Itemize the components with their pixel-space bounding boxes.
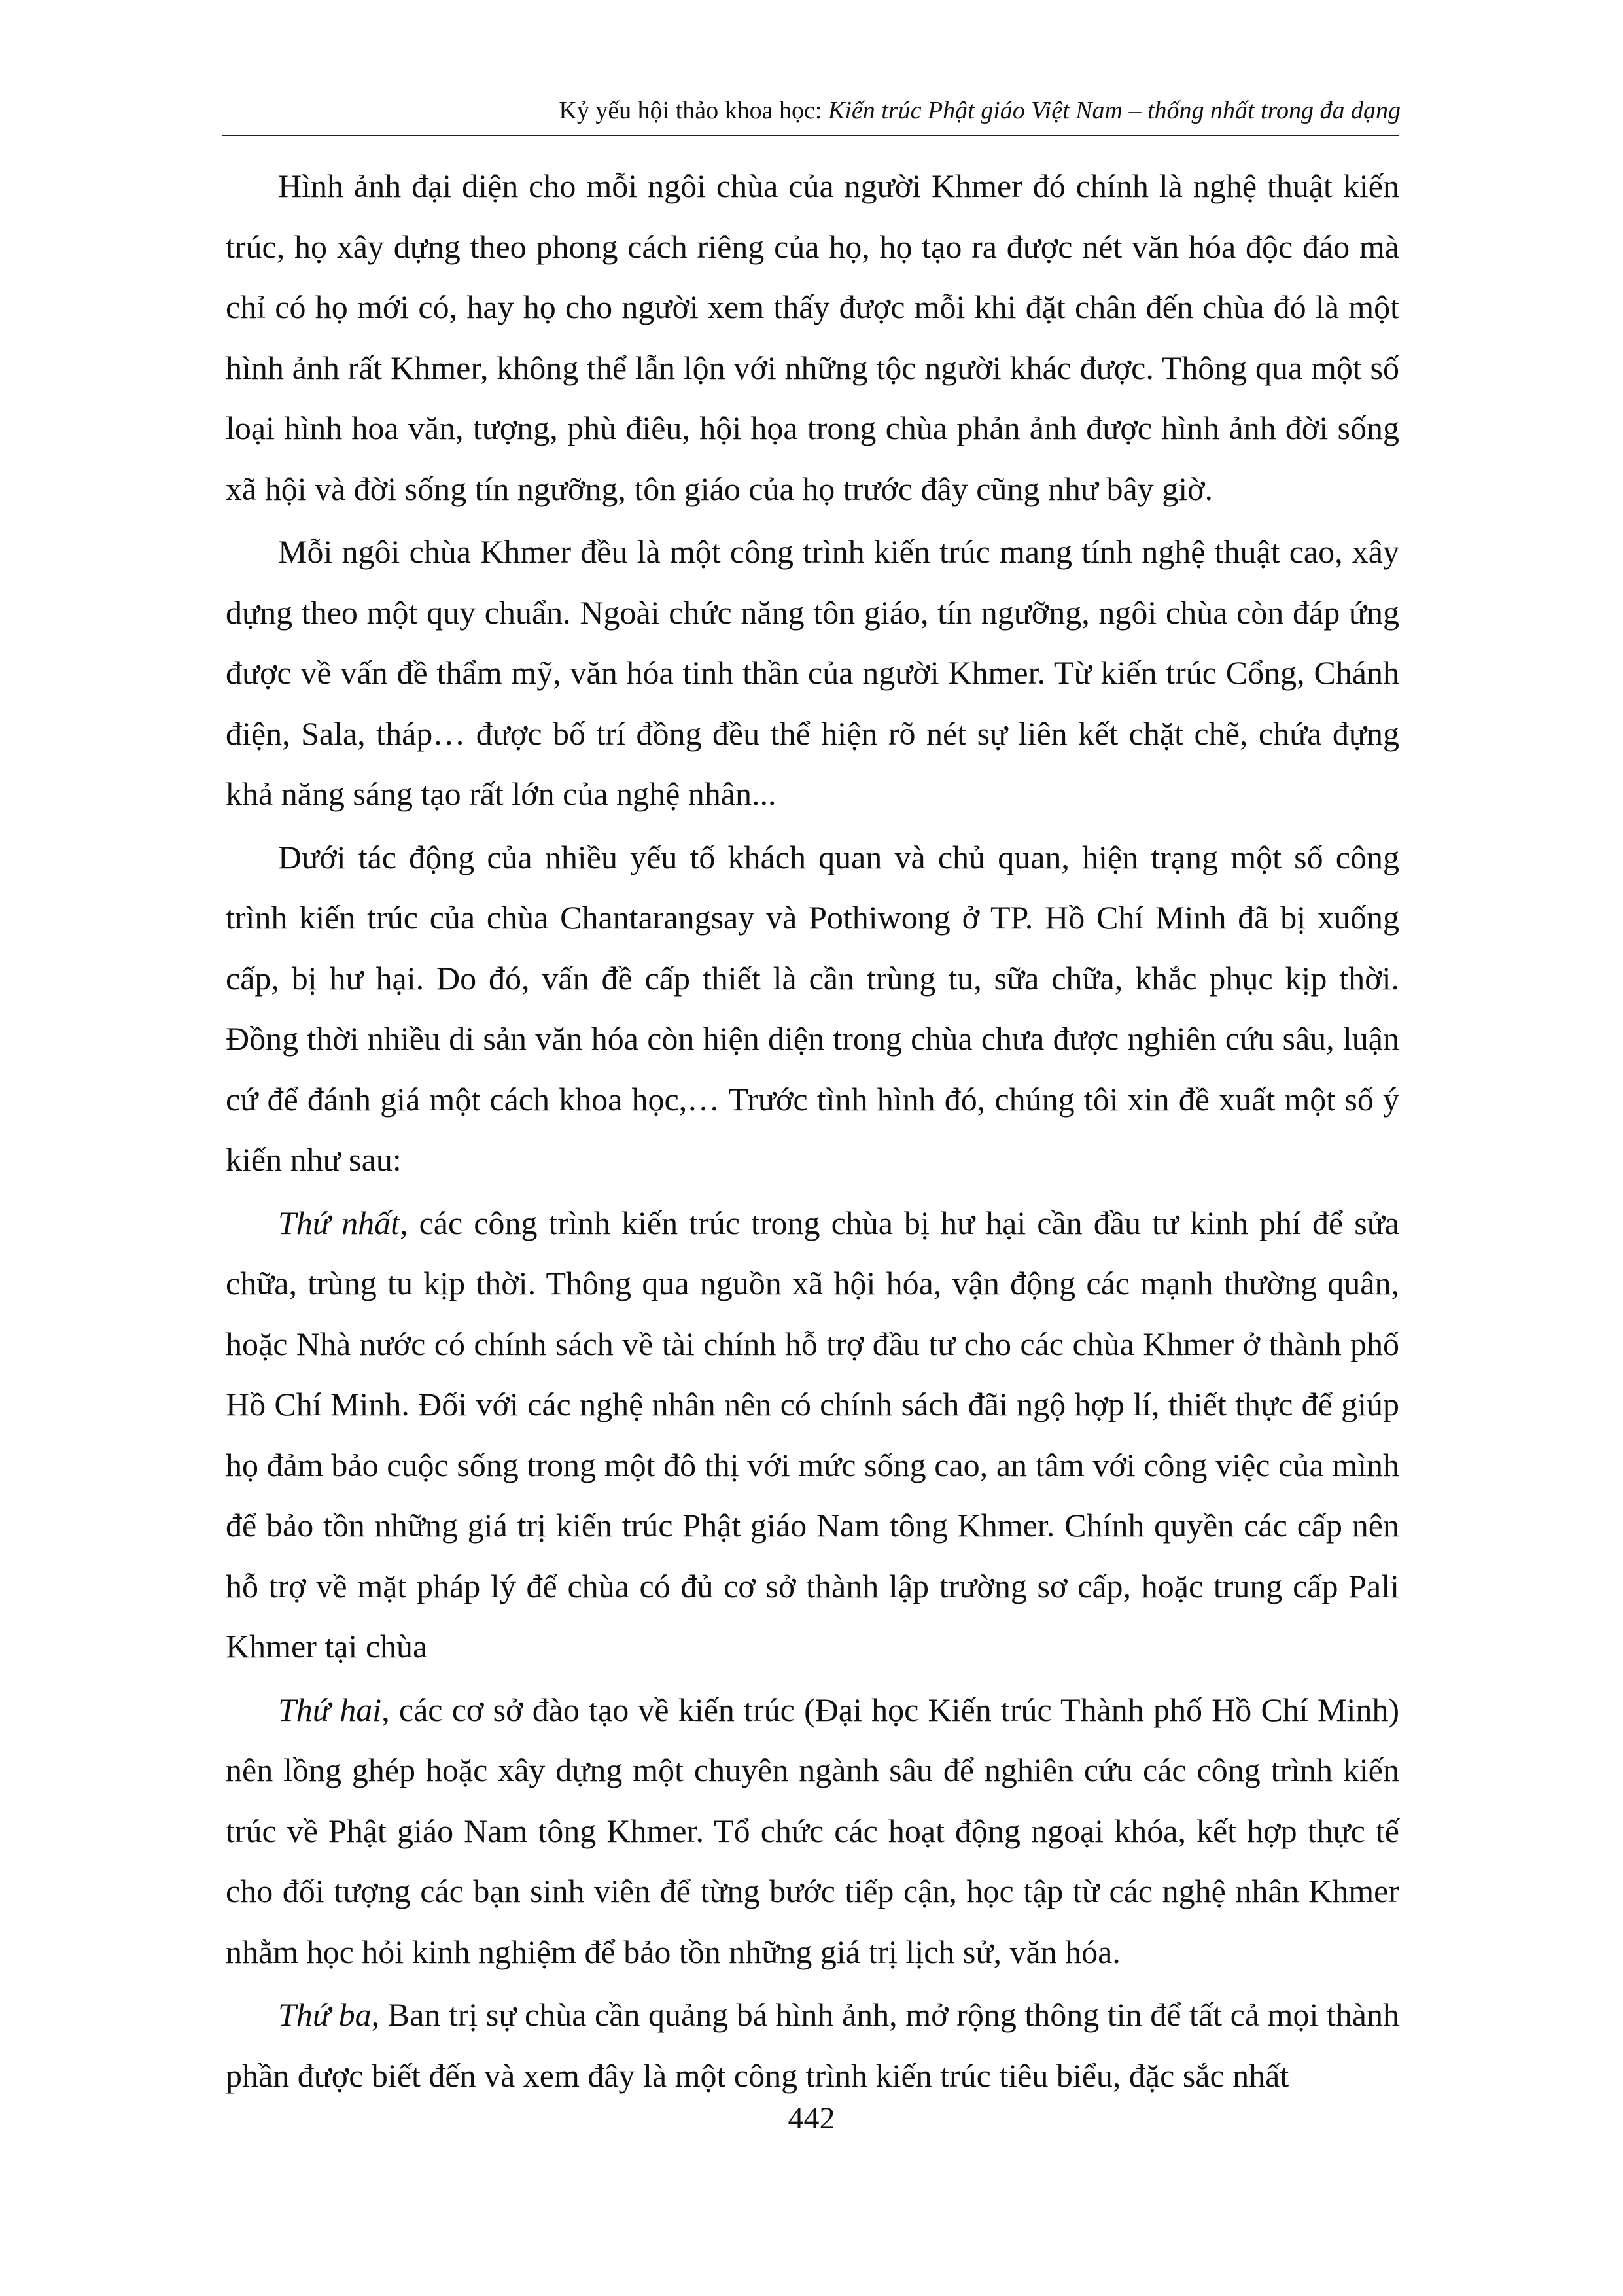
paragraph-2-text: Mỗi ngôi chùa Khmer đều là một công trình kiến trúc mang tính nghệ thuật cao, xây dựng theo một quy chuẩn. Ngoài chức năng tôn giáo, tín ngưỡng, ngôi chùa còn đáp ứng được về vấn đề thẩm mỹ, văn hóa tinh thần của người Khmer. Từ kiến trúc Cổng, Chánh điện, Sala, tháp… được bố trí đồng đều thể hiện rõ nét sự liên kết chặt chẽ, chứa đựng khả năng sáng tạo rất lớn của nghệ nhân... — [226, 533, 1399, 812]
header-prefix: Kỷ yếu hội thảo khoa học: — [559, 97, 828, 124]
paragraph-5-text: , các cơ sở đào tạo về kiến trúc (Đại học Kiến trúc Thành phố Hồ Chí Minh) nên lồng ghép hoặc xây dựng một chuyên ngành sâu để nghiên cứu các công trình kiến trúc về Phật giáo Nam tông Khmer. Tổ chức các hoạt động ngoại khóa, kết hợp thực tế cho đối tượng các bạn sinh viên để từng bước tiếp cận, học tập từ các nghệ nhân Khmer nhằm học hỏi kinh nghiệm để bảo tồn những giá trị lịch sử, văn hóa. — [226, 1691, 1399, 1970]
running-header — [559, 95, 1401, 126]
paragraph-5-lead: Thứ hai — [278, 1691, 382, 1728]
paragraph-4-lead: Thứ nhất — [278, 1204, 400, 1241]
paragraph-second-point — [226, 1680, 1399, 1983]
paragraph-third-point — [226, 1985, 1399, 2106]
paragraph-2 — [226, 521, 1399, 824]
body-text — [226, 156, 1399, 2108]
paragraph-6-lead: Thứ ba — [278, 1996, 372, 2033]
paragraph-1 — [226, 156, 1399, 519]
paragraph-1-text: Hình ảnh đại diện cho mỗi ngôi chùa của người Khmer đó chính là nghệ thuật kiến trúc, họ xây dựng theo phong cách riêng của họ, họ tạo ra được nét văn hóa độc đáo mà chỉ có họ mới có, hay họ cho người xem thấy được mỗi khi đặt chân đến chùa đó là một hình ảnh rất Khmer, không thể lẫn lộn với những tộc người khác được. Thông qua một số loại hình hoa văn, tượng, phù điêu, hội họa trong chùa phản ảnh được hình ảnh đời sống xã hội và đời sống tín ngưỡng, tôn giáo của họ trước đây cũng như bây giờ. — [226, 168, 1399, 507]
paragraph-first-point — [226, 1193, 1399, 1677]
paragraph-3 — [226, 827, 1399, 1190]
paragraph-6-text: , Ban trị sự chùa cần quảng bá hình ảnh, mở rộng thông tin để tất cả mọi thành phần được biết đến và xem đây là một công trình kiến trúc tiêu biểu, đặc sắc nhất — [226, 1996, 1400, 2094]
header-rule — [222, 135, 1399, 136]
paragraph-3-text: Dưới tác động của nhiều yếu tố khách quan và chủ quan, hiện trạng một số công trình kiến trúc của chùa Chantarangsay và Pothiwong ở TP. Hồ Chí Minh đã bị xuống cấp, bị hư hại. Do đó, vấn đề cấp thiết là cần trùng tu, sữa chữa, khắc phục kịp thời. Đồng thời nhiều di sản văn hóa còn hiện diện trong chùa chưa được nghiên cứu sâu, luận cứ để đánh giá một cách khoa học,… Trước tình hình đó, chúng tôi xin đề xuất một số ý kiến như sau: — [226, 838, 1399, 1178]
header-title: Kiến trúc Phật giáo Việt Nam – thống nhất trong đa dạng — [828, 97, 1401, 124]
paragraph-4-text: , các công trình kiến trúc trong chùa bị hư hại cần đầu tư kinh phí để sửa chữa, trùng tu kịp thời. Thông qua nguồn xã hội hóa, vận động các mạnh thường quân, hoặc Nhà nước có chính sách về tài chính hỗ trợ đầu tư cho các chùa Khmer ở thành phố Hồ Chí Minh. Đối với các nghệ nhân nên có chính sách đãi ngộ hợp lí, thiết thực để giúp họ đảm bảo cuộc sống trong một đô thị với mức sống cao, an tâm với công việc của mình để bảo tồn những giá trị kiến trúc Phật giáo Nam tông Khmer. Chính quyền các cấp nên hỗ trợ về mặt pháp lý để chùa có đủ cơ sở thành lập trường sơ cấp, hoặc trung cấp Pali Khmer tại chùa — [226, 1204, 1399, 1665]
page-number: 442 — [788, 2101, 835, 2136]
